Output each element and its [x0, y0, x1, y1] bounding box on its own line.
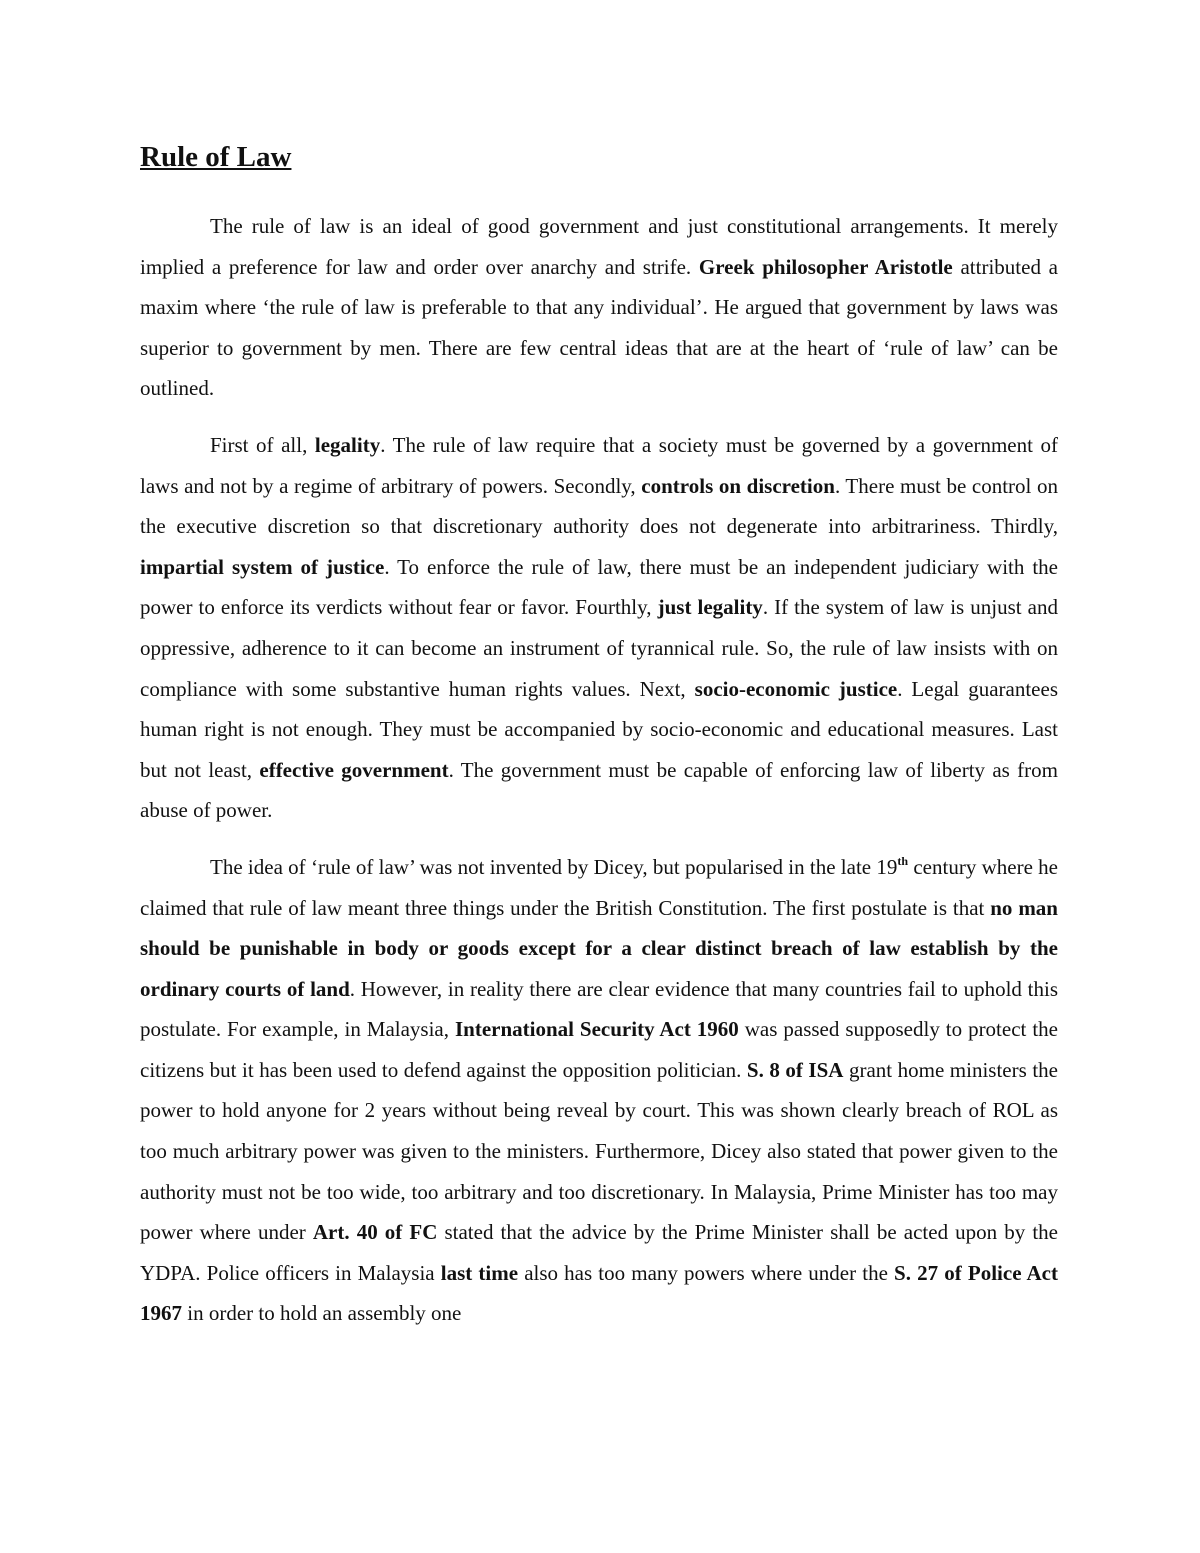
page-title: Rule of Law: [140, 141, 292, 173]
text-run: attributed a maxim where ‘the rule of law is preferable to that any individual’. He argued that government by laws was superior to government by men. There are few central ideas that are at the heart of ‘rule of law’ can be outlined.: [140, 254, 1058, 401]
text-run: . To enforce the rule of law, there must be an independent judiciary with the power to enforce its verdicts without fear or favor. Fourthly,: [140, 554, 1059, 620]
bold-text: effective government: [259, 757, 449, 782]
bold-text: controls on discretion: [641, 473, 835, 498]
text-run: was passed supposedly to protect the citizens but it has been used to defend against the opposition politician.: [140, 1017, 1058, 1082]
bold-text: no man should be punishable in body or goods except for a clear distinct breach of law establish by the ordinary courts of land: [140, 895, 1058, 1001]
text-run: . The rule of law require that a society must be governed by a government of laws and not by a regime of arbitrary of powers. Secondly,: [140, 432, 1058, 498]
text-run: century where he claimed that rule of law meant three things under the British Constitution. The first postulate is that: [140, 854, 1059, 920]
text-run: also has too many powers where under the: [518, 1260, 895, 1285]
paragraph-central-ideas: [140, 425, 1058, 831]
bold-text: Art. 40 of FC: [312, 1220, 438, 1245]
text-run: . There must be control on the executive discretion so that discretionary authority does not degenerate into arbitrariness. Thirdly,: [140, 473, 1059, 539]
text-run: in order to hold an assembly one: [182, 1301, 462, 1326]
text-run: . If the system of law is unjust and oppressive, adherence to it can become an instrument of tyrannical rule. So, the rule of law insists with on compliance with some substantive human rights values. Next,: [140, 595, 1058, 701]
bold-text: International Security Act 1960: [454, 1017, 739, 1042]
text-run: . Legal guarantees human right is not enough. They must be accompanied by socio-economic and educational measures. Last but not least,: [140, 676, 1058, 782]
bold-text: Greek philosopher Aristotle: [698, 254, 953, 279]
text-run: grant home ministers the power to hold anyone for 2 years without being reveal by court. This was shown clearly breach of ROL as too much arbitrary power was given to the ministers. Furthermore, Dicey also stated that power given to the authority must not be too wide, too arbitrary and too discretionary. In Malaysia, Prime Minister has too may power where under: [140, 1057, 1058, 1245]
bold-text: just legality: [657, 595, 763, 620]
paragraph-dicey: [140, 847, 1058, 1334]
bold-text: impartial system of justice: [140, 554, 385, 579]
bold-text: legality: [314, 432, 381, 457]
bold-text: last time: [440, 1260, 519, 1285]
document-body: [140, 206, 1058, 1350]
text-run: First of all,: [210, 432, 315, 457]
bold-text: S. 27 of Police Act 1967: [140, 1260, 1058, 1326]
superscript-text: th: [897, 853, 909, 868]
text-run: . The government must be capable of enforcing law of liberty as from abuse of power.: [140, 757, 1058, 823]
text-run: . However, in reality there are clear evidence that many countries fail to uphold this postulate. For example, in Malaysia,: [140, 976, 1058, 1042]
text-run: The rule of law is an ideal of good government and just constitutional arrangements. It merely implied a preference for law and order over anarchy and strife.: [140, 214, 1058, 279]
bold-text: S. 8 of ISA: [746, 1057, 844, 1082]
text-run: stated that the advice by the Prime Minister shall be acted upon by the YDPA. Police officers in Malaysia: [140, 1220, 1059, 1285]
bold-text: socio-economic justice: [694, 676, 898, 701]
text-run: The idea of ‘rule of law’ was not invented by Dicey, but popularised in the late 19: [210, 854, 898, 879]
paragraph-intro: [140, 206, 1058, 409]
